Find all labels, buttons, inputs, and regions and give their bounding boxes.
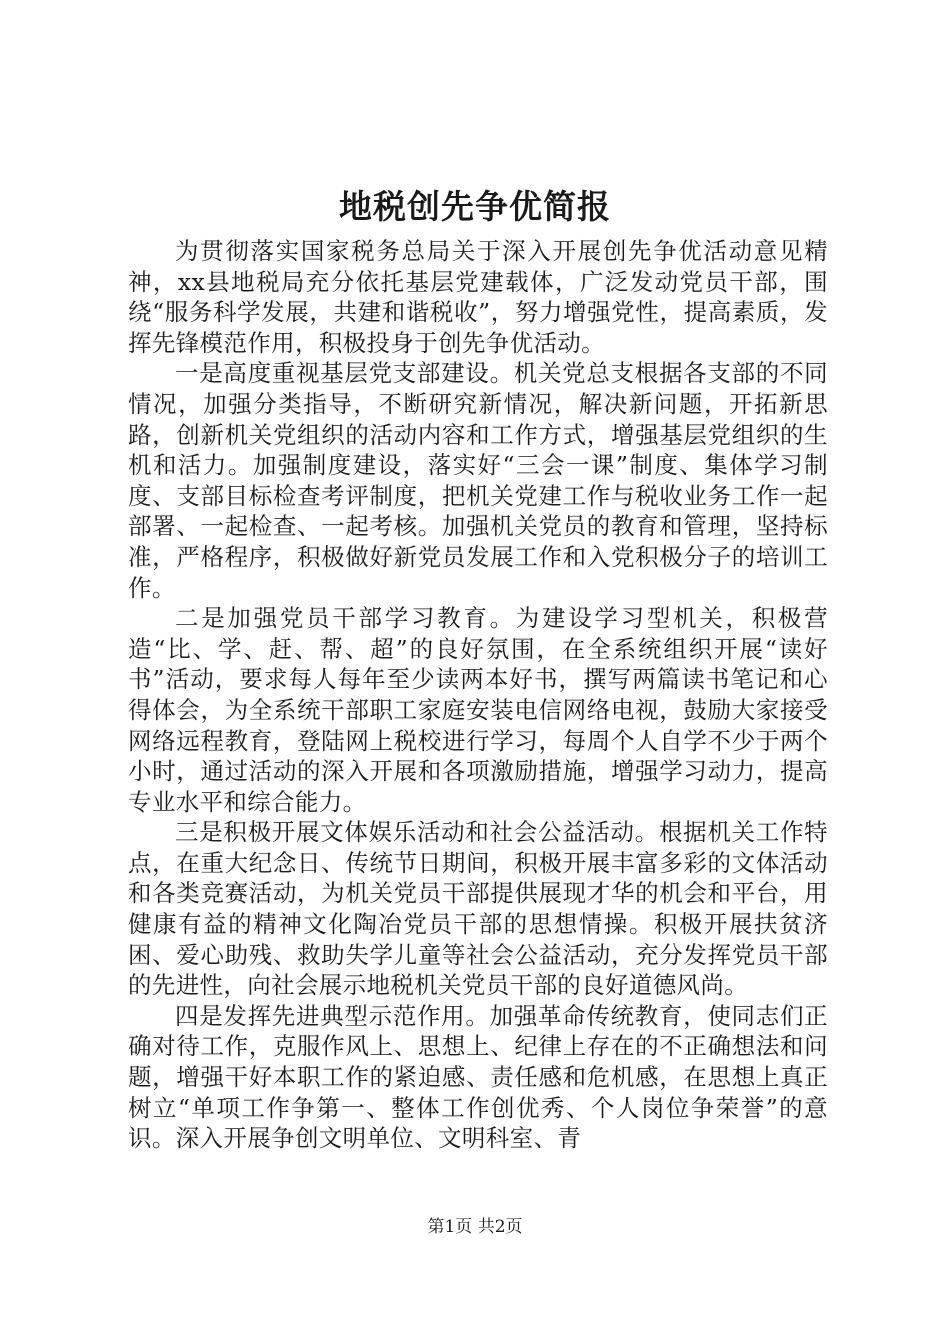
document-body (128, 236, 828, 1154)
paragraph-two: 二是加强党员干部学习教育。为建设学习型机关，积极营造“比、学、赶、帮、超”的良好氛围，在全系统组织开展“读好书”活动，要求每人每年至少读两本好书，撰写两篇读书笔记和心得体会，为全系统干部职工家庭安装电信网络电视，鼓励大家接受网络远程教育，登陆网上税校进行学习，每周个人自学不少于两个小时，通过活动的深入开展和各项激励措施，增强学习动力，提高专业水平和综合能力。 (128, 604, 828, 816)
page-indicator: 第1页 共2页 (427, 1217, 523, 1237)
paragraph-four: 四是发挥先进典型示范作用。加强革命传统教育，使同志们正确对待工作，克服作风上、思想上、纪律上存在的不正确想法和问题，增强干好本职工作的紧迫感、责任感和危机感，在思想上真正树立“单项工作争第一、整体工作创优秀、个人岗位争荣誉”的意识。深入开展争创文明单位、文明科室、青 (128, 1001, 828, 1153)
paragraph-intro: 为贯彻落实国家税务总局关于深入开展创先争优活动意见精神，xx县地税局充分依托基层党建载体，广泛发动党员干部，围绕“服务科学发展，共建和谐税收”，努力增强党性，提高素质，发挥先锋模范作用，积极投身于创先争优活动。 (128, 237, 828, 357)
paragraph-one: 一是高度重视基层党支部建设。机关党总支根据各支部的不同情况，加强分类指导，不断研究新情况，解决新问题，开拓新思路，创新机关党组织的活动内容和工作方式，增强基层党组织的生机和活力。加强制度建设，落实好“三会一课”制度、集体学习制度、支部目标检查考评制度，把机关党建工作与税收业务工作一起部署、一起检查、一起考核。加强机关党员的教育和管理，坚持标准，严格程序，积极做好新党员发展工作和入党积极分子的培训工作。 (128, 359, 828, 602)
paragraph-three: 三是积极开展文体娱乐活动和社会公益活动。根据机关工作特点，在重大纪念日、传统节日期间，积极开展丰富多彩的文体活动和各类竞赛活动，为机关党员干部提供展现才华的机会和平台，用健康有益的精神文化陶冶党员干部的思想情操。积极开展扶贫济困、爱心助残、救助失学儿童等社会公益活动，充分发挥党员干部的先进性，向社会展示地税机关党员干部的良好道德风尚。 (128, 818, 828, 1000)
document-title: 地税创先争优简报 (339, 187, 611, 226)
